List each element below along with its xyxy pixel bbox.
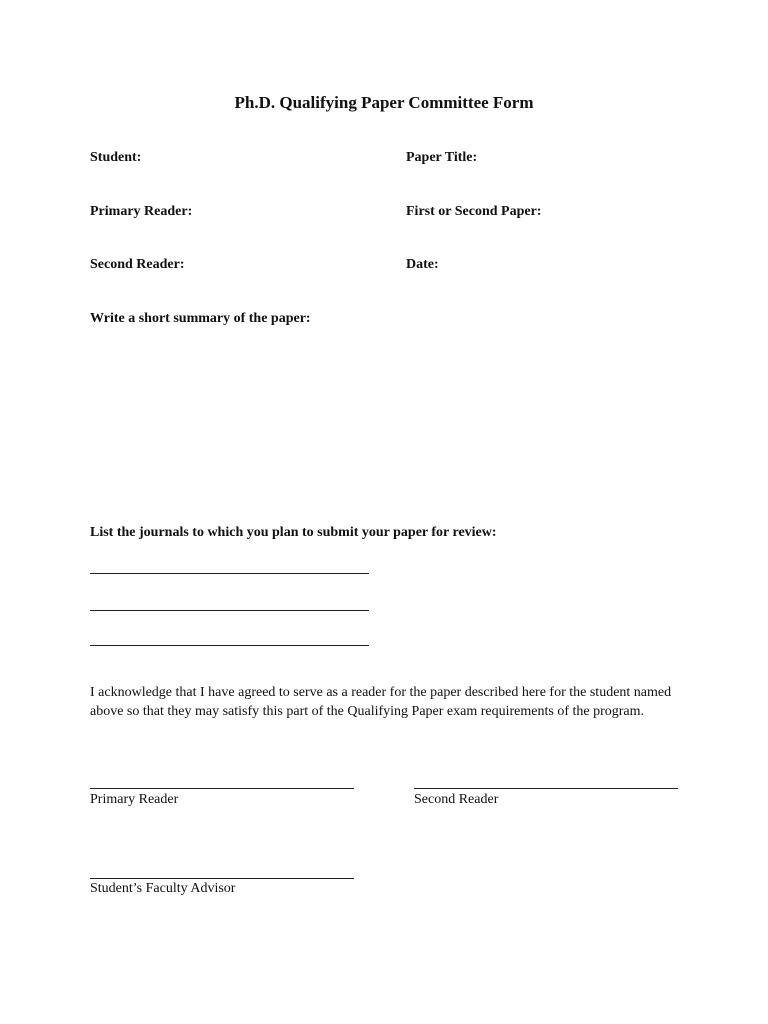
second-reader-signature-label: Second Reader (414, 792, 499, 807)
second-reader-label: Second Reader: (90, 257, 185, 272)
journal-line-3[interactable] (90, 645, 369, 646)
form-title: Ph.D. Qualifying Paper Committee Form (234, 93, 534, 112)
date-label: Date: (406, 257, 439, 272)
journal-line-1[interactable] (90, 573, 369, 574)
student-label: Student: (90, 150, 142, 165)
acknowledgement-text: I acknowledge that I have agreed to serve as a reader for the paper described here for the student named above so that they may satisfy this part of the Qualifying Paper exam requirements of the program. (90, 685, 672, 719)
faculty-advisor-signature-label: Student’s Faculty Advisor (90, 881, 236, 896)
journal-line-2[interactable] (90, 610, 369, 611)
primary-reader-signature-label: Primary Reader (90, 792, 179, 807)
faculty-advisor-signature-line[interactable] (90, 878, 354, 879)
summary-prompt: Write a short summary of the paper: (90, 311, 311, 326)
journals-prompt: List the journals to which you plan to submit your paper for review: (90, 525, 497, 540)
primary-reader-signature-line[interactable] (90, 788, 354, 789)
primary-reader-label: Primary Reader: (90, 204, 193, 219)
second-reader-signature-line[interactable] (414, 788, 678, 789)
first-or-second-paper-label: First or Second Paper: (406, 204, 542, 219)
paper-title-label: Paper Title: (406, 150, 478, 165)
